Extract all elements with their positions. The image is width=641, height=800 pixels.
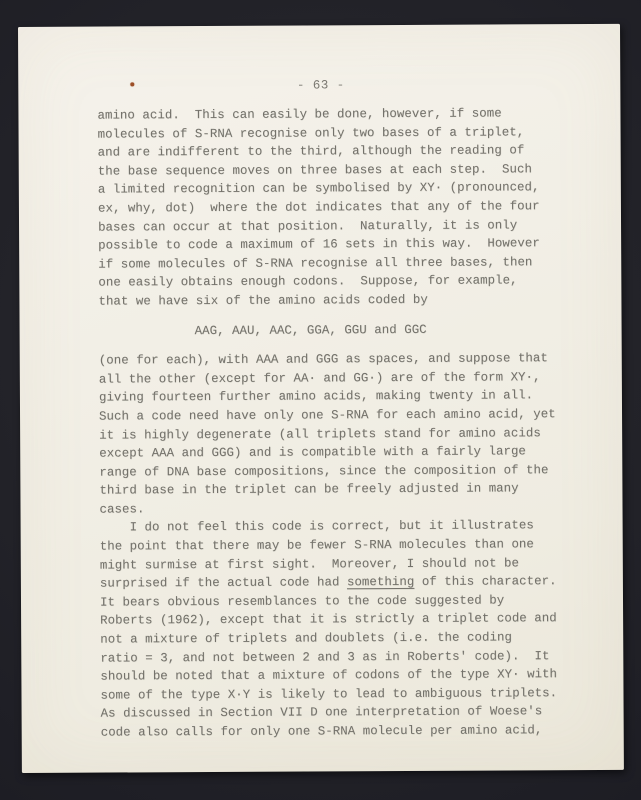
document-page — [18, 24, 624, 773]
paragraph-3-text-after: of this character. It bears obvious resemblances to the code suggested by Roberts (1962), except that it is strictly a triplet code and not a mixture of triplets and doublets (i.e. the coding ratio = 3, and not between 2 and 3 as in Roberts' code). It should be noted that a mixture of codons of the type XY· with some of the type X·Y is likely to lead to ambiguous triplets. As discussed in Section VII D one interpretation of Woese's code also calls for only one S-RNA molecule per amino acid, — [99, 574, 558, 740]
page-number: - 63 - — [296, 78, 345, 93]
paragraph-2: (one for each), with AAA and GGG as spaces, and suppose that all the other (except for AA· and GG·) are of the form XY·, giving fourteen further amino acids, making twenty in all. Such a code need have only one S-RNA for each amino acid, yet it is highly degenerate (all triplets stand for amino acids except AAA and GGG) and is compatible with a fairly large range of DNA base compositions, since the composition of the third base in the triplet can be freely adjusted in many cases. — [98, 351, 556, 517]
underlined-word: something — [346, 575, 415, 590]
paragraph-3-text-before: I do not feel this code is correct, but it illustrates the point that there may be fewer S-RNA molecules than one might surmise at first sight. Moreover, I should not be surprised if the actual code had — [99, 518, 534, 591]
codon-list-line: AAG, AAU, AAC, GGA, GGU and GGC — [194, 322, 427, 338]
paragraph-3 — [100, 517, 566, 743]
paragraph-1: amino acid. This can easily be done, however, if some molecules of S-RNA recognise only two bases of a triplet, and are indifferent to the third, although the reading of the base sequence moves on three bases at each step. Such a limited recognition can be symbolised by XY· (pronounced, ex, why, dot) where the dot indicates that any of the four bases can occur at that position. Naturally, it is only possible to code a maximum of 16 sets in this way. However if some molecules of S-RNA recognise all three bases, then one easily obtains enough codons. Suppose, for example, that we have six of the amino acids coded by — [97, 106, 540, 309]
page-content — [97, 75, 565, 742]
